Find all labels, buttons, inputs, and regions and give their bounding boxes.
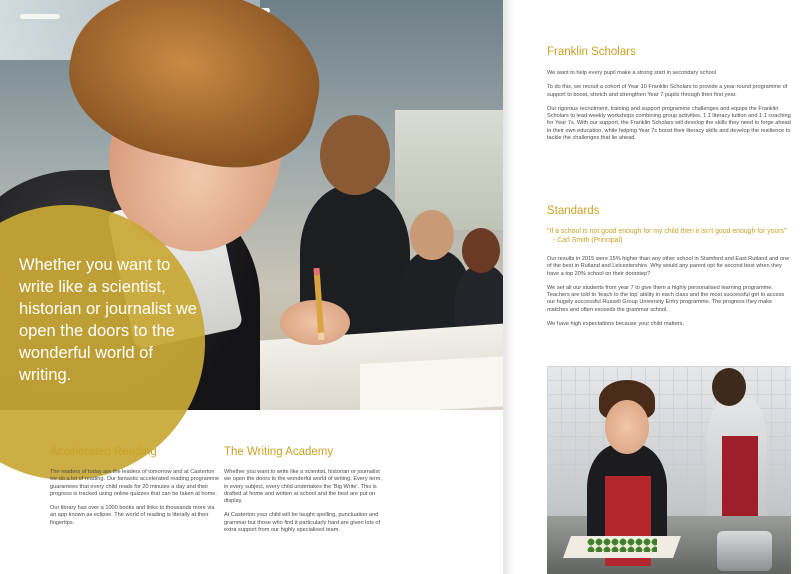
- standards-quote: [547, 227, 791, 245]
- paragraph: The readers of today are the leaders of tomorrow and at Casterton we do a lot of reading. Our fantastic accelerated reading programme guarantees that every child reads for 20 minutes a day and their progress is tracked using online quizzes that can be taken at home.: [50, 469, 220, 497]
- paragraph: We set all our students from year 7 to give them a highly personalised learning programme. Teachers are told to 'teach to the top' ability in each class and the most successful get to access our hugely successful Russell Group University Entry programme. The progress they make matches and often exceeds the grammar school.: [547, 284, 785, 313]
- writing-academy-body: [224, 469, 386, 541]
- cooking-class-photo: [547, 366, 791, 574]
- paragraph: Our library has over a 1000 books and links to thousands more via an app known as eclipse. The world of reading is literally at their fingertips.: [50, 505, 215, 526]
- franklin-title: Franklin Scholars: [547, 46, 636, 58]
- paragraph: Whether you want to write like a scientist, historian or journalist we open the doors to the wonderful world of writing. Every term, in every subject, every child undertakes the 'Big Write'. This is drafted at home and written at school and the best are put on display.: [224, 469, 382, 505]
- page-gutter: [503, 0, 523, 574]
- paragraph: At Casterton your child will be taught spelling, punctuation and grammar but those who find it particularly hard are given lots of extra support from our highly specialised team.: [224, 512, 381, 534]
- paragraph: We want to help every pupil make a strong start in secondary school: [547, 70, 717, 76]
- writing-academy-title: The Writing Academy: [224, 446, 334, 458]
- quote-author: - Carl Smith (Principal): [553, 237, 623, 244]
- paragraph: Our results in 2015 were 15% higher than any other school in Stamford and East Rutland and one of the best in Rutland and Leicestershire. Why would any parent opt for second best when they have a top 20% school on their doorstep?: [547, 256, 790, 277]
- accelerated-reading-title: Accelerated Reading: [50, 446, 157, 458]
- quote-text: "If a school is not good enough for my child then it isn't good enough for yours": [547, 228, 787, 235]
- paragraph: We have high expectations because your child matters.: [547, 321, 685, 328]
- paragraph: To do this, we recruit a cohort of Year 10 Franklin Scholars to provide a year-round programme of support to boost, stretch and strengthen Year 7 pupils through their first year.: [547, 84, 788, 98]
- paragraph: Our rigorous recruitment, training and support programme challenges and equips the Franklin Scholars to lead weekly workshops combining group activities, 1:1 literacy tuition and 1:1 coaching for Year 7s. With our support, the Franklin Scholars will develop the skills they need to forge ahead in their own education, while helping Year 7s boost their literacy skills and develop the resilience to tackle the challenges that lie ahead.: [547, 105, 791, 142]
- standards-body: [547, 256, 791, 335]
- right-page: [523, 0, 811, 574]
- hero-quote: Whether you want to write like a scientist, historian or journalist we open the doors to the wonderful world of writing.: [19, 256, 197, 384]
- standards-title: Standards: [547, 205, 600, 217]
- franklin-body: [547, 70, 791, 149]
- accelerated-reading-body: [50, 469, 220, 534]
